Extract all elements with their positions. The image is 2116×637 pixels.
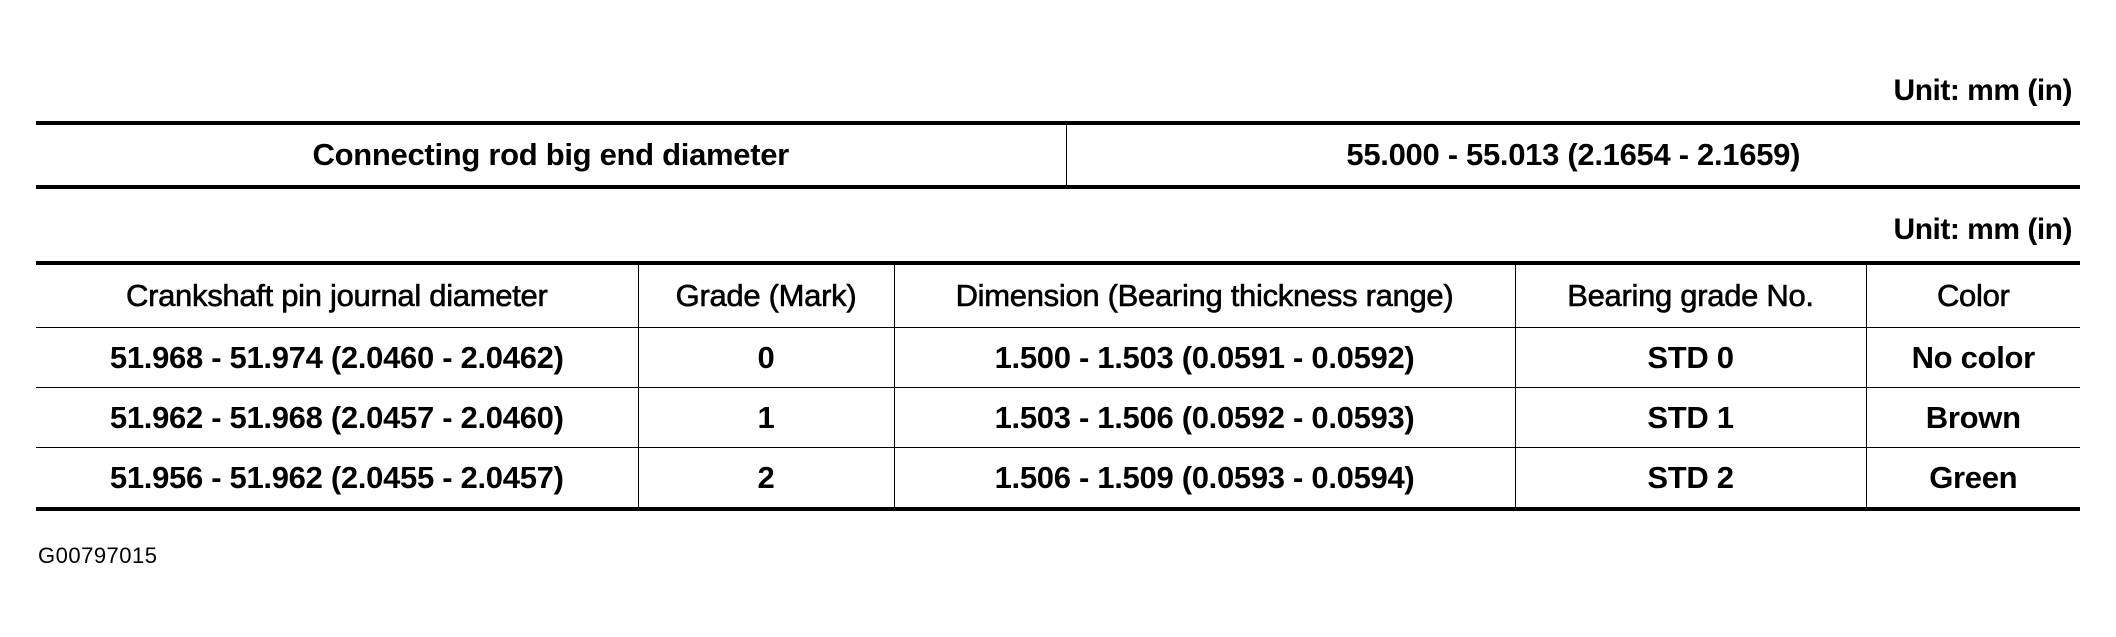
cell-pin-journal-diameter: 51.962 - 51.968 (2.0457 - 2.0460) bbox=[36, 388, 638, 448]
cell-color: No color bbox=[1866, 328, 2080, 388]
table-row bbox=[36, 123, 2080, 187]
table-row bbox=[36, 388, 2080, 448]
table-header-row bbox=[36, 263, 2080, 328]
table-row bbox=[36, 328, 2080, 388]
unit-label-bottom: Unit: mm (in) bbox=[1893, 213, 2072, 246]
big-end-diameter-table bbox=[36, 121, 2080, 189]
cell-color: Green bbox=[1866, 448, 2080, 510]
header-grade-mark: Grade (Mark) bbox=[638, 263, 894, 328]
cell-dimension: 1.503 - 1.506 (0.0592 - 0.0593) bbox=[894, 388, 1515, 448]
cell-bearing-grade-no: STD 1 bbox=[1515, 388, 1866, 448]
header-color: Color bbox=[1866, 263, 2080, 328]
cell-dimension: 1.500 - 1.503 (0.0591 - 0.0592) bbox=[894, 328, 1515, 388]
figure-id: G00797015 bbox=[38, 543, 158, 568]
cell-pin-journal-diameter: 51.968 - 51.974 (2.0460 - 2.0462) bbox=[109, 339, 564, 375]
cell-grade-mark: 2 bbox=[638, 448, 894, 510]
cell-bearing-grade-no: STD 0 bbox=[1515, 328, 1866, 388]
table-row bbox=[36, 448, 2080, 510]
header-bearing-grade-no: Bearing grade No. bbox=[1515, 263, 1866, 328]
big-end-diameter-value: 55.000 - 55.013 (2.1654 - 2.1659) bbox=[1066, 123, 2080, 187]
cell-bearing-grade-no: STD 2 bbox=[1515, 448, 1866, 510]
cell-dimension: 1.506 - 1.509 (0.0593 - 0.0594) bbox=[894, 448, 1515, 510]
cell-color: Brown bbox=[1866, 388, 2080, 448]
cell-grade-mark: 0 bbox=[638, 328, 894, 388]
cell-grade-mark: 1 bbox=[638, 388, 894, 448]
big-end-diameter-label: Connecting rod big end diameter bbox=[312, 137, 789, 172]
bearing-grade-table bbox=[36, 261, 2080, 511]
unit-label-top: Unit: mm (in) bbox=[1893, 74, 2072, 107]
header-pin-journal-diameter: Crankshaft pin journal diameter bbox=[36, 263, 638, 328]
header-dimension: Dimension (Bearing thickness range) bbox=[894, 263, 1515, 328]
cell-pin-journal-diameter: 51.956 - 51.962 (2.0455 - 2.0457) bbox=[36, 448, 638, 510]
